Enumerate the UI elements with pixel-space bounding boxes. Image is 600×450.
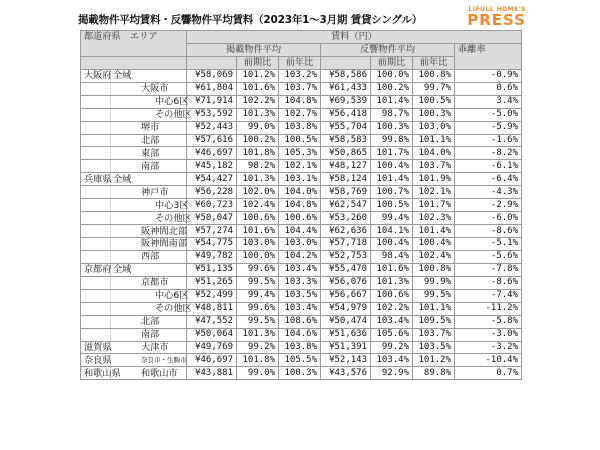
listed-rent-cell: ¥45,182 [187, 160, 237, 173]
response-yoy-cell: 99.7% [413, 82, 455, 95]
listed-yoy-cell: 103.8% [279, 341, 321, 354]
response-yoy-cell: 101.9% [413, 173, 455, 186]
listed-qoq-cell: 101.3% [237, 328, 279, 341]
listed-rent-cell: ¥71,914 [187, 95, 237, 108]
pref-cell: 奈良県 [81, 354, 111, 367]
area-cell: 全域 [111, 173, 187, 186]
listed-yoy-cell: 103.4% [279, 302, 321, 315]
response-rent-cell: ¥69,539 [321, 95, 371, 108]
listed-rent-cell: ¥49,782 [187, 250, 237, 263]
listed-qoq-cell: 99.5% [237, 315, 279, 328]
area-cell: 神戸市 [111, 186, 187, 199]
header-response-yoy: 前年比 [413, 56, 455, 69]
pref-cell: 大阪府 [81, 69, 111, 82]
brand-logo [467, 6, 526, 27]
table-row [81, 367, 522, 380]
response-yoy-cell: 101.7% [413, 199, 455, 212]
listed-rent-cell: ¥46,697 [187, 354, 237, 367]
table-row [81, 69, 522, 82]
pref-cell [81, 225, 111, 238]
response-qoq-cell: 104.1% [371, 225, 413, 238]
pref-cell [81, 121, 111, 134]
listed-yoy-cell: 104.8% [279, 95, 321, 108]
listed-yoy-cell: 103.5% [279, 289, 321, 302]
response-rent-cell: ¥58,586 [321, 69, 371, 82]
listed-rent-cell: ¥54,775 [187, 238, 237, 251]
pref-cell [81, 238, 111, 251]
listed-yoy-cell: 100.5% [279, 134, 321, 147]
header-listed-qoq: 前期比 [237, 56, 279, 69]
pref-cell [81, 147, 111, 160]
response-rent-cell: ¥61,433 [321, 82, 371, 95]
pref-cell [81, 212, 111, 225]
listed-rent-cell: ¥52,499 [187, 289, 237, 302]
listed-rent-cell: ¥50,047 [187, 212, 237, 225]
listed-rent-cell: ¥57,616 [187, 134, 237, 147]
listed-rent-cell: ¥49,769 [187, 341, 237, 354]
listed-yoy-cell: 103.8% [279, 121, 321, 134]
table-row [81, 95, 522, 108]
area-cell: 堺市 [111, 121, 187, 134]
listed-qoq-cell: 99.6% [237, 302, 279, 315]
table-row [81, 108, 522, 121]
listed-qoq-cell: 102.4% [237, 199, 279, 212]
table-row [81, 147, 522, 160]
response-rent-cell: ¥51,636 [321, 328, 371, 341]
listed-rent-cell: ¥58,069 [187, 69, 237, 82]
response-yoy-cell: 99.9% [413, 276, 455, 289]
response-yoy-cell: 102.1% [413, 186, 455, 199]
gap-cell: -11.2% [455, 302, 522, 315]
table-row [81, 134, 522, 147]
response-rent-cell: ¥52,143 [321, 354, 371, 367]
listed-yoy-cell: 104.4% [279, 225, 321, 238]
response-qoq-cell: 101.6% [371, 263, 413, 276]
listed-yoy-cell: 108.6% [279, 315, 321, 328]
response-qoq-cell: 101.4% [371, 173, 413, 186]
gap-cell: -5.8% [455, 315, 522, 328]
table-row [81, 341, 522, 354]
table-row [81, 354, 522, 367]
listed-yoy-cell: 104.6% [279, 328, 321, 341]
listed-yoy-cell: 104.0% [279, 186, 321, 199]
gap-cell: -3.0% [455, 328, 522, 341]
listed-qoq-cell: 102.0% [237, 186, 279, 199]
area-cell: 西部 [111, 250, 187, 263]
table-row [81, 212, 522, 225]
response-qoq-cell: 101.7% [371, 147, 413, 160]
area-cell: 南部 [111, 160, 187, 173]
pref-cell [81, 276, 111, 289]
response-yoy-cell: 102.3% [413, 212, 455, 225]
pref-cell [81, 315, 111, 328]
listed-qoq-cell: 99.2% [237, 341, 279, 354]
listed-qoq-cell: 99.0% [237, 121, 279, 134]
header-blank [187, 56, 237, 69]
area-cell: 全域 [111, 263, 187, 276]
response-qoq-cell: 101.3% [371, 276, 413, 289]
area-cell: 南部 [111, 328, 187, 341]
response-qoq-cell: 100.2% [371, 82, 413, 95]
gap-cell: -5.9% [455, 121, 522, 134]
header-blank [321, 56, 371, 69]
gap-cell: -7.8% [455, 263, 522, 276]
listed-qoq-cell: 103.0% [237, 238, 279, 251]
gap-cell: 3.4% [455, 95, 522, 108]
response-qoq-cell: 100.7% [371, 186, 413, 199]
response-yoy-cell: 103.7% [413, 328, 455, 341]
table-row [81, 276, 522, 289]
listed-yoy-cell: 103.2% [279, 69, 321, 82]
pref-cell [81, 134, 111, 147]
pref-cell: 京都府 [81, 263, 111, 276]
table-row [81, 173, 522, 186]
listed-qoq-cell: 99.6% [237, 263, 279, 276]
gap-cell: -6.0% [455, 212, 522, 225]
listed-qoq-cell: 101.6% [237, 225, 279, 238]
listed-yoy-cell: 103.4% [279, 263, 321, 276]
response-yoy-cell: 109.5% [413, 315, 455, 328]
listed-qoq-cell: 101.8% [237, 354, 279, 367]
listed-qoq-cell: 99.0% [237, 367, 279, 380]
response-rent-cell: ¥56,076 [321, 276, 371, 289]
response-qoq-cell: 101.4% [371, 95, 413, 108]
listed-yoy-cell: 105.3% [279, 147, 321, 160]
pref-cell [81, 302, 111, 315]
response-yoy-cell: 104.0% [413, 147, 455, 160]
area-cell: その他区 [111, 212, 187, 225]
response-qoq-cell: 98.4% [371, 250, 413, 263]
table-row [81, 82, 522, 95]
response-rent-cell: ¥53,260 [321, 212, 371, 225]
header-rent-unit: 賃料（円） [187, 31, 522, 44]
response-rent-cell: ¥55,470 [321, 263, 371, 276]
response-yoy-cell: 100.8% [413, 263, 455, 276]
header-gap: 乖離率 [455, 43, 522, 69]
listed-qoq-cell: 98.2% [237, 160, 279, 173]
response-qoq-cell: 100.6% [371, 289, 413, 302]
listed-qoq-cell: 101.6% [237, 82, 279, 95]
response-yoy-cell: 101.1% [413, 302, 455, 315]
response-qoq-cell: 98.7% [371, 108, 413, 121]
table-row [81, 160, 522, 173]
table-row [81, 263, 522, 276]
gap-cell: -7.4% [455, 289, 522, 302]
response-qoq-cell: 105.6% [371, 328, 413, 341]
response-qoq-cell: 92.9% [371, 367, 413, 380]
table-row [81, 121, 522, 134]
listed-rent-cell: ¥56,228 [187, 186, 237, 199]
response-yoy-cell: 89.8% [413, 367, 455, 380]
response-rent-cell: ¥58,124 [321, 173, 371, 186]
table-row [81, 238, 522, 251]
brand-top-text: LIFULL HOME'S [468, 6, 526, 13]
area-cell: 北部 [111, 315, 187, 328]
listed-yoy-cell: 102.7% [279, 108, 321, 121]
response-yoy-cell: 99.5% [413, 289, 455, 302]
area-cell: 中心6区 [111, 289, 187, 302]
response-qoq-cell: 99.2% [371, 341, 413, 354]
response-qoq-cell: 100.0% [371, 69, 413, 82]
header-listed-yoy: 前年比 [279, 56, 321, 69]
gap-cell: -0.9% [455, 69, 522, 82]
gap-cell: -10.4% [455, 354, 522, 367]
response-rent-cell: ¥56,418 [321, 108, 371, 121]
table-row [81, 225, 522, 238]
gap-cell: 0.7% [455, 367, 522, 380]
table-row [81, 186, 522, 199]
listed-rent-cell: ¥52,443 [187, 121, 237, 134]
listed-rent-cell: ¥61,804 [187, 82, 237, 95]
brand-bottom-text: PRESS [467, 11, 526, 29]
rent-table [80, 30, 522, 380]
header-response-qoq: 前期比 [371, 56, 413, 69]
response-rent-cell: ¥52,753 [321, 250, 371, 263]
table-row [81, 250, 522, 263]
header-listed: 掲載物件平均 [187, 43, 321, 56]
area-cell: その他区 [111, 108, 187, 121]
area-cell: 全域 [111, 69, 187, 82]
area-cell: 京都市 [111, 276, 187, 289]
pref-cell [81, 186, 111, 199]
table-row [81, 302, 522, 315]
response-rent-cell: ¥62,547 [321, 199, 371, 212]
pref-cell: 和歌山県 [81, 367, 111, 380]
table-row [81, 315, 522, 328]
response-qoq-cell: 99.8% [371, 134, 413, 147]
response-qoq-cell: 102.2% [371, 302, 413, 315]
response-qoq-cell: 100.5% [371, 199, 413, 212]
area-cell: 奈良市・生駒市 [111, 354, 187, 367]
response-rent-cell: ¥57,718 [321, 238, 371, 251]
listed-yoy-cell: 105.5% [279, 354, 321, 367]
area-cell: 阪神間南部 [111, 238, 187, 251]
listed-yoy-cell: 100.3% [279, 367, 321, 380]
listed-qoq-cell: 100.2% [237, 134, 279, 147]
response-qoq-cell: 103.4% [371, 315, 413, 328]
response-yoy-cell: 103.0% [413, 121, 455, 134]
listed-qoq-cell: 101.8% [237, 147, 279, 160]
gap-cell: -8.2% [455, 147, 522, 160]
pref-cell: 滋賀県 [81, 341, 111, 354]
listed-qoq-cell: 101.3% [237, 108, 279, 121]
response-qoq-cell: 103.4% [371, 354, 413, 367]
gap-cell: -5.6% [455, 250, 522, 263]
response-yoy-cell: 100.4% [413, 238, 455, 251]
pref-cell [81, 250, 111, 263]
listed-rent-cell: ¥50,064 [187, 328, 237, 341]
gap-cell: -8.6% [455, 225, 522, 238]
gap-cell: -4.3% [455, 186, 522, 199]
table-row [81, 199, 522, 212]
response-rent-cell: ¥51,391 [321, 341, 371, 354]
listed-rent-cell: ¥57,274 [187, 225, 237, 238]
gap-cell: 0.6% [455, 82, 522, 95]
listed-rent-cell: ¥48,811 [187, 302, 237, 315]
response-rent-cell: ¥43,576 [321, 367, 371, 380]
pref-cell [81, 289, 111, 302]
pref-cell [81, 95, 111, 108]
gap-cell: -2.9% [455, 199, 522, 212]
area-cell: 東部 [111, 147, 187, 160]
gap-cell: -6.1% [455, 160, 522, 173]
listed-yoy-cell: 103.7% [279, 82, 321, 95]
listed-yoy-cell: 104.8% [279, 199, 321, 212]
pref-cell: 兵庫県 [81, 173, 111, 186]
listed-yoy-cell: 100.6% [279, 212, 321, 225]
response-rent-cell: ¥56,667 [321, 289, 371, 302]
table-body [81, 69, 522, 380]
response-yoy-cell: 101.2% [413, 354, 455, 367]
gap-cell: -6.4% [455, 173, 522, 186]
response-rent-cell: ¥58,769 [321, 186, 371, 199]
response-yoy-cell: 101.1% [413, 134, 455, 147]
area-cell: その他区 [111, 302, 187, 315]
response-yoy-cell: 100.5% [413, 95, 455, 108]
area-cell: 大阪市 [111, 82, 187, 95]
response-rent-cell: ¥50,474 [321, 315, 371, 328]
listed-qoq-cell: 102.2% [237, 95, 279, 108]
listed-qoq-cell: 99.4% [237, 289, 279, 302]
gap-cell: -3.2% [455, 341, 522, 354]
table-row [81, 289, 522, 302]
response-yoy-cell: 103.7% [413, 160, 455, 173]
response-qoq-cell: 100.3% [371, 121, 413, 134]
response-rent-cell: ¥50,865 [321, 147, 371, 160]
response-yoy-cell: 100.3% [413, 108, 455, 121]
listed-qoq-cell: 101.3% [237, 173, 279, 186]
pref-cell [81, 328, 111, 341]
listed-qoq-cell: 100.0% [237, 250, 279, 263]
area-cell: 阪神間北部 [111, 225, 187, 238]
area-cell: 大津市 [111, 341, 187, 354]
listed-rent-cell: ¥47,552 [187, 315, 237, 328]
response-rent-cell: ¥62,636 [321, 225, 371, 238]
pref-cell [81, 82, 111, 95]
gap-cell: -1.6% [455, 134, 522, 147]
response-rent-cell: ¥58,583 [321, 134, 371, 147]
response-yoy-cell: 102.4% [413, 250, 455, 263]
response-rent-cell: ¥55,704 [321, 121, 371, 134]
response-qoq-cell: 99.4% [371, 212, 413, 225]
header-blank [81, 56, 187, 69]
pref-cell [81, 160, 111, 173]
pref-cell [81, 108, 111, 121]
listed-qoq-cell: 100.6% [237, 212, 279, 225]
table-title: 掲載物件平均賃料・反響物件平均賃料（2023年1～3月期 賃貸シングル） [78, 14, 423, 26]
listed-yoy-cell: 104.2% [279, 250, 321, 263]
table-row [81, 328, 522, 341]
area-cell: 中心3区 [111, 199, 187, 212]
listed-rent-cell: ¥51,135 [187, 263, 237, 276]
listed-yoy-cell: 103.3% [279, 276, 321, 289]
gap-cell: -5.0% [455, 108, 522, 121]
listed-rent-cell: ¥54,427 [187, 173, 237, 186]
listed-rent-cell: ¥53,592 [187, 108, 237, 121]
listed-rent-cell: ¥60,723 [187, 199, 237, 212]
listed-rent-cell: ¥43,881 [187, 367, 237, 380]
area-cell: 中心6区 [111, 95, 187, 108]
response-yoy-cell: 100.8% [413, 69, 455, 82]
header-pref-area: 都道府県 エリア [81, 31, 187, 57]
response-qoq-cell: 100.4% [371, 160, 413, 173]
table-header [81, 31, 522, 70]
response-rent-cell: ¥48,127 [321, 160, 371, 173]
response-qoq-cell: 100.4% [371, 238, 413, 251]
listed-rent-cell: ¥46,697 [187, 147, 237, 160]
listed-qoq-cell: 101.2% [237, 69, 279, 82]
listed-yoy-cell: 103.1% [279, 173, 321, 186]
listed-rent-cell: ¥51,265 [187, 276, 237, 289]
listed-yoy-cell: 102.1% [279, 160, 321, 173]
listed-qoq-cell: 99.5% [237, 276, 279, 289]
header-response: 反響物件平均 [321, 43, 455, 56]
response-rent-cell: ¥54,979 [321, 302, 371, 315]
response-yoy-cell: 101.4% [413, 225, 455, 238]
area-cell: 北部 [111, 134, 187, 147]
listed-yoy-cell: 103.0% [279, 238, 321, 251]
pref-cell [81, 199, 111, 212]
gap-cell: -5.1% [455, 238, 522, 251]
response-yoy-cell: 103.5% [413, 341, 455, 354]
gap-cell: -8.6% [455, 276, 522, 289]
area-cell: 和歌山市 [111, 367, 187, 380]
